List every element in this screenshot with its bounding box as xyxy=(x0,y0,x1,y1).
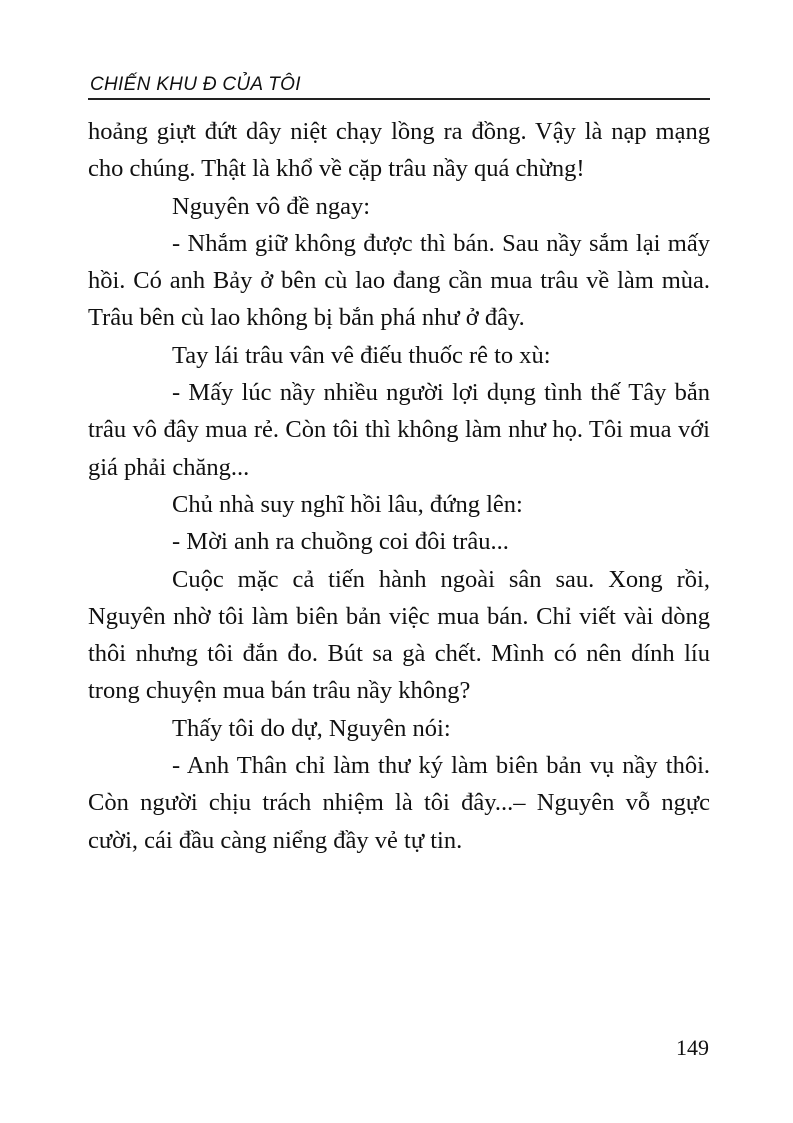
page-body xyxy=(88,113,710,859)
dialogue-paragraph: - Mấy lúc nầy nhiều người lợi dụng tình thế Tây bắn trâu vô đây mua rẻ. Còn tôi thì không làm như họ. Tôi mua với giá phải chăng... xyxy=(88,379,710,481)
dialogue-paragraph: - Anh Thân chỉ làm thư ký làm biên bản vụ nầy thôi. Còn người chịu trách nhiệm là tôi đây...– Nguyên vỗ ngực cười, cái đầu càng niểng đầy vẻ tự tin. xyxy=(88,752,710,854)
paragraph: Nguyên vô đề ngay: xyxy=(172,192,370,220)
dialogue-paragraph: - Nhắm giữ không được thì bán. Sau nầy sắm lại mấy hồi. Có anh Bảy ở bên cù lao đang cần mua trâu về làm mùa. Trâu bên cù lao không bị bắn phá như ở đây. xyxy=(88,229,710,332)
paragraph: Tay lái trâu vân vê điếu thuốc rê to xù: xyxy=(172,341,551,369)
book-title: CHIẾN KHU Đ CỦA TÔI xyxy=(90,74,301,95)
dialogue-paragraph: - Mời anh ra chuồng coi đôi trâu... xyxy=(172,528,509,556)
running-header xyxy=(88,70,710,100)
paragraph: Chủ nhà suy nghĩ hồi lâu, đứng lên: xyxy=(172,490,523,518)
paragraph-continued: hoảng giựt đứt dây niệt chạy lồng ra đồng. Vậy là nạp mạng cho chúng. Thật là khổ về cặp trâu nầy quá chừng! xyxy=(88,118,710,183)
paragraph: Thấy tôi do dự, Nguyên nói: xyxy=(172,714,451,742)
page-number: 149 xyxy=(676,1035,709,1060)
paragraph: Cuộc mặc cả tiến hành ngoài sân sau. Xong rồi, Nguyên nhờ tôi làm biên bản việc mua bán. Chỉ viết vài dòng thôi nhưng tôi đắn đo. Bút sa gà chết. Mình có nên dính líu trong chuyện mua bán trâu nầy không? xyxy=(88,565,710,705)
